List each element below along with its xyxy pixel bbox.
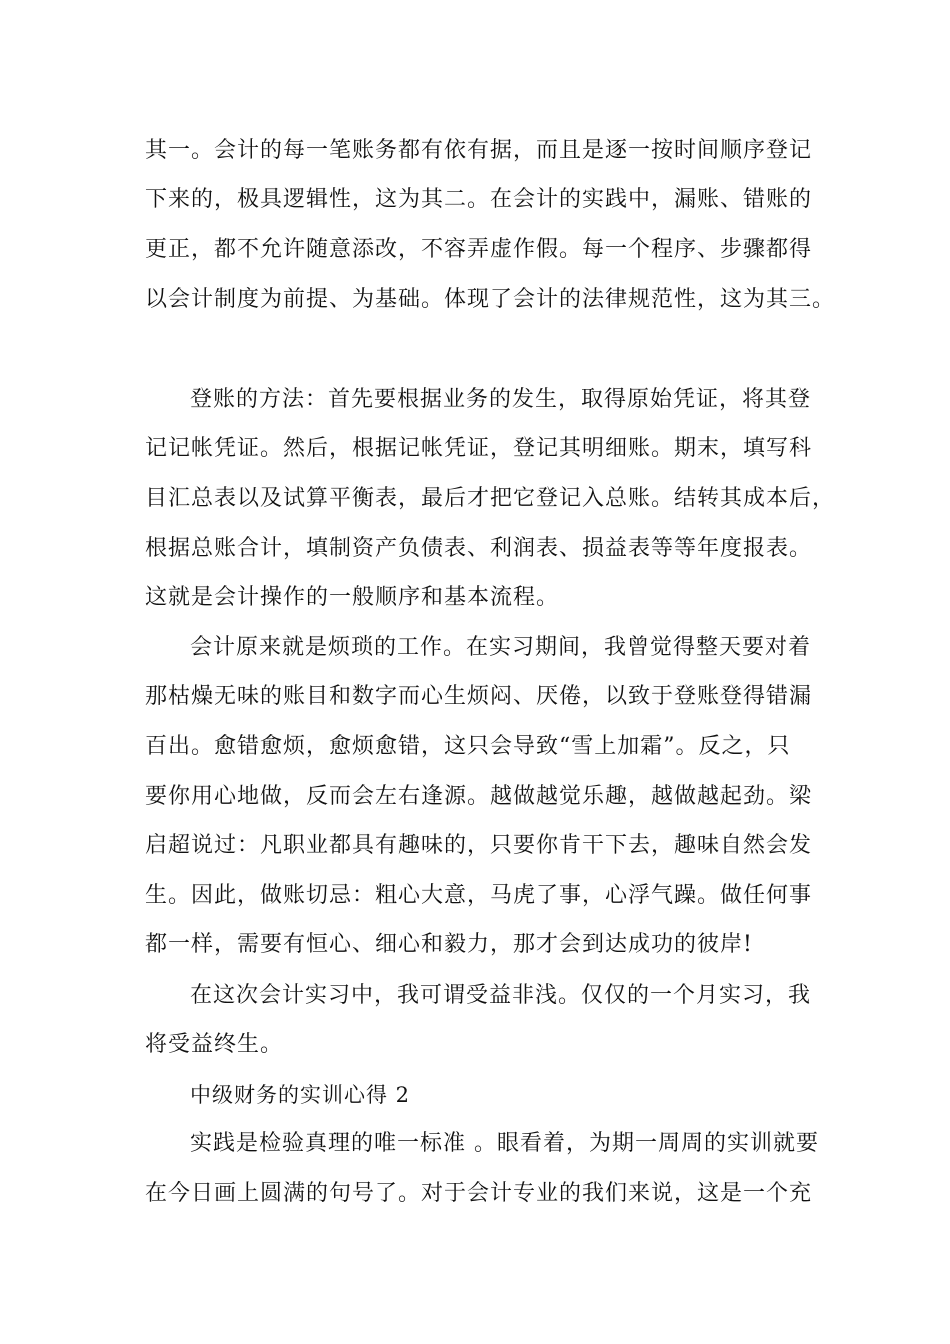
- text-line: 那枯燥无味的账目和数字而心生烦闷、厌倦，以致于登账登得错漏: [145, 684, 813, 709]
- section-heading: 中级财务的实训心得 2: [190, 1083, 411, 1107]
- text-line: 下来的，极具逻辑性，这为其二。在会计的实践中，漏账、错账的: [145, 187, 813, 212]
- paragraph-first-line: 实践是检验真理的唯一标准 。眼看着，为期一周周的实训就要: [190, 1131, 819, 1156]
- text-line: 这就是会计操作的一般顺序和基本流程。: [145, 585, 560, 610]
- text-line: 以会计制度为前提、为基础。体现了会计的法律规范性，这为其三。: [145, 287, 836, 312]
- paragraph-first-line: 在这次会计实习中，我可谓受益非浅。仅仅的一个月实习，我: [190, 983, 812, 1008]
- text-line: 目汇总表以及试算平衡表，最后才把它登记入总账。结转其成本后，: [145, 486, 836, 511]
- text-line: 都一样，需要有恒心、细心和毅力，那才会到达成功的彼岸!: [145, 932, 753, 957]
- text-line: 生。因此，做账切忌：粗心大意，马虎了事，心浮气躁。做任何事: [145, 883, 813, 908]
- paragraph-first-line: 登账的方法：首先要根据业务的发生，取得原始凭证，将其登: [190, 387, 812, 412]
- text-line: 启超说过：凡职业都具有趣味的，只要你肯干下去，趣味自然会发: [145, 833, 813, 858]
- text-line: 将受益终生。: [145, 1032, 284, 1057]
- text-line: 百出。愈错愈烦，愈烦愈错，这只会导致“雪上加霜”。反之，只: [145, 734, 791, 759]
- text-line: 其一。会计的每一笔账务都有依有据，而且是逐一按时间顺序登记: [145, 138, 813, 163]
- paragraph-first-line: 会计原来就是烦琐的工作。在实习期间，我曾觉得整天要对着: [190, 635, 812, 660]
- text-line: 根据总账合计，填制资产负债表、利润表、损益表等等年度报表。: [145, 536, 813, 561]
- text-line: 更正，都不允许随意添改，不容弄虚作假。每一个程序、步骤都得: [145, 237, 813, 262]
- text-line: 记记帐凭证。然后，根据记帐凭证，登记其明细账。期末，填写科: [145, 436, 813, 461]
- text-line: 要你用心地做，反而会左右逢源。越做越觉乐趣，越做越起劲。梁: [145, 784, 813, 809]
- text-line: 在今日画上圆满的句号了。对于会计专业的我们来说，这是一个充: [145, 1181, 813, 1206]
